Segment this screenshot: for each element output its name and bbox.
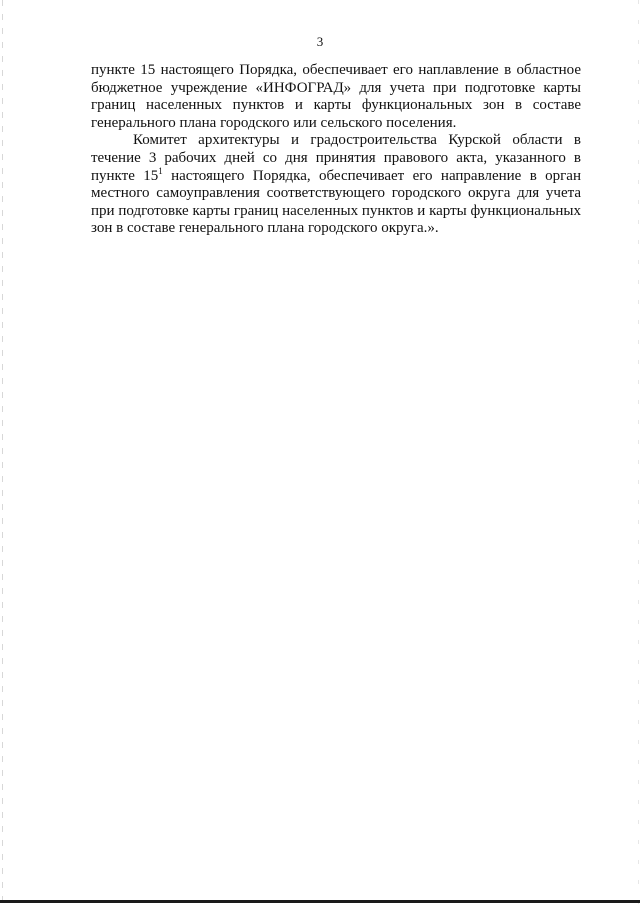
scan-edge-left bbox=[2, 0, 3, 905]
paragraph-continuation: пункте 15 настоящего Порядка, обеспечивает его наплавление в областное бюджетное учреждение «ИНФОГРАД» для учета при подготовке карты границ населенных пунктов и карты функциональных зон в составе генерального плана городского или сельского поселения. bbox=[91, 62, 581, 131]
document-body bbox=[91, 62, 581, 238]
scan-edge-bottom bbox=[0, 900, 640, 903]
scan-edge-right bbox=[638, 0, 639, 905]
paragraph-text-part1: Комитет архитектуры и градостроительства Курской области в течение 3 рабочих дней со дня принятия правового акта, указанного в пункте 15 bbox=[91, 132, 581, 184]
page-number: 3 bbox=[316, 34, 324, 49]
paragraph-text-part2: настоящего Порядка, обеспечивает его направление в орган местного самоуправления соответствующего городского округа для учета при подготовке карты границ населенных пунктов и карты функциональных зон в составе генерального плана городского округа.». bbox=[91, 167, 581, 237]
paragraph-committee bbox=[91, 132, 581, 238]
footnote-superscript: 1 bbox=[158, 165, 163, 176]
